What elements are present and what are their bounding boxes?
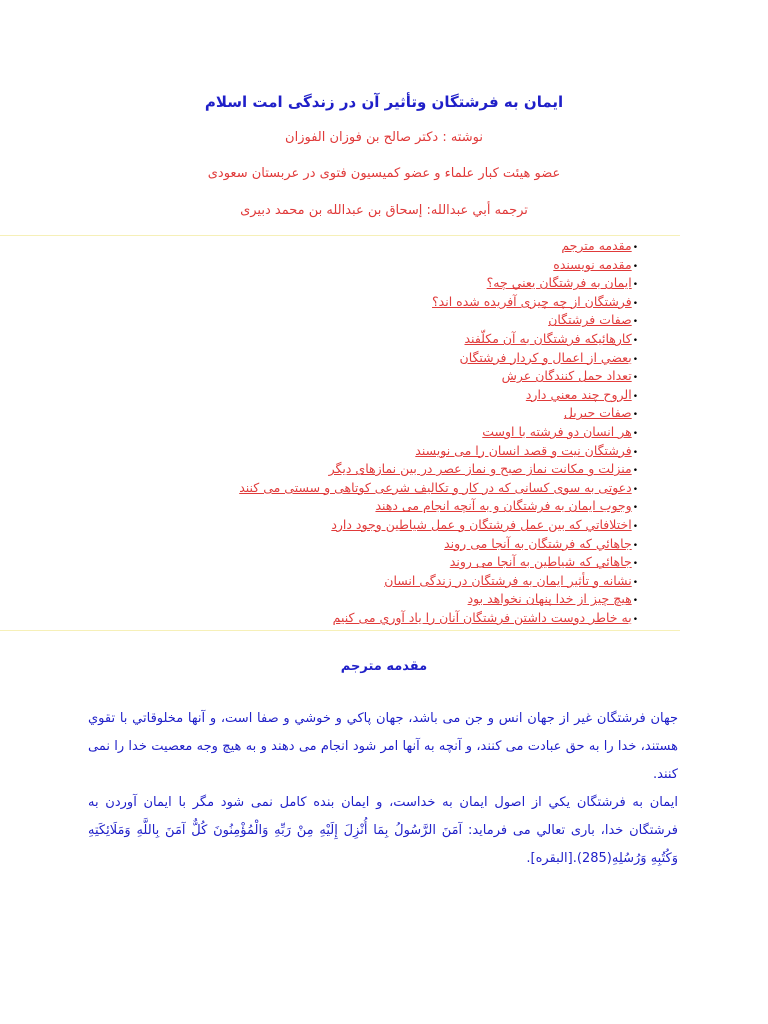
toc-link-translator-intro[interactable]: مقدمه مترجم bbox=[561, 238, 632, 253]
bullet-icon: • bbox=[632, 428, 638, 439]
toc-item bbox=[78, 590, 638, 609]
bullet-icon: • bbox=[632, 614, 638, 625]
bullet-icon: • bbox=[632, 298, 638, 309]
bullet-icon: • bbox=[632, 596, 638, 607]
bullet-icon: • bbox=[632, 559, 638, 570]
author-position-line: عضو هيئت كبار علماء و عضو كميسيون فتوی در عربستان سعودی bbox=[207, 166, 561, 181]
toc-link-differences[interactable]: اختلافاتي كه بين عمل فرشتگان و عمل شياطين وجود دارد bbox=[331, 516, 632, 532]
toc-link-effects[interactable]: نشانه و تأثير ايمان به فرشتگان در زندگی انسان bbox=[384, 572, 632, 588]
toc-item bbox=[78, 423, 638, 442]
bullet-icon: • bbox=[632, 466, 638, 477]
toc-link-duties[interactable]: كارهائيكه فرشتگان به آن مكلّفند bbox=[464, 330, 632, 346]
toc-item bbox=[78, 330, 638, 349]
toc-link-angel-places[interactable]: جاهائي كه فرشتگان به آنجا می روند bbox=[444, 535, 632, 551]
body-paragraph: ايمان به فرشتگان يكي از اصول ايمان به خداست، و ايمان بنده كامل نمی شود مگر با ايمان آوردن به فرشتگان خدا، باری تعالي می فرمايد: آمَنَ الرَّسُولُ بِمَا أُنْزِلَ إِلَيْهِ مِنْ رَبِّهِ وَالْمُؤْمِنُونَ كُلٌّ آمَنَ بِاللَّهِ وَمَلَائِكَتِهِ وَكُتُبِهِ وَرُسُلِهِ(285).[البقره]. bbox=[88, 795, 678, 866]
toc-link-remembrance[interactable]: به خاطر دوست داشتن فرشتگان آنان را ياد آوري می كنيم bbox=[332, 609, 632, 625]
page-title: ايمان به فرشتگان وتأثير آن در زندگی امت اسلام bbox=[204, 93, 564, 111]
bullet-icon: • bbox=[632, 335, 638, 346]
toc-link-author-intro[interactable]: مقدمه نويسنده bbox=[553, 256, 632, 272]
toc-link-al-ruh[interactable]: الروح چند معني دارد bbox=[525, 386, 632, 402]
toc-link-two-angels[interactable]: هر انسان دو فرشته با اوست bbox=[482, 423, 632, 439]
translator-line: ترجمه‌ أبي عبدالله: إسحاق بن عبدالله بن محمد دبيری bbox=[240, 203, 528, 218]
toc-item bbox=[78, 553, 638, 572]
toc-link-creation[interactable]: فرشتگان از چه چيزی آفريده شده اند؟ bbox=[432, 293, 632, 309]
toc-item bbox=[78, 442, 638, 461]
toc-item bbox=[78, 349, 638, 368]
bullet-icon: • bbox=[632, 391, 638, 402]
toc-item bbox=[78, 572, 638, 591]
toc-item bbox=[78, 535, 638, 554]
bullet-icon: • bbox=[632, 503, 638, 514]
bullet-icon: • bbox=[632, 410, 638, 421]
bullet-icon: • bbox=[632, 540, 638, 551]
toc-item bbox=[78, 479, 638, 498]
bullet-icon: • bbox=[632, 484, 638, 495]
toc-item bbox=[78, 237, 638, 256]
toc-link-jibril[interactable]: صفات جبريل bbox=[563, 405, 632, 421]
toc-item bbox=[78, 367, 638, 386]
toc-item bbox=[78, 293, 638, 312]
bullet-icon: • bbox=[632, 373, 638, 384]
bullet-icon: • bbox=[632, 280, 638, 291]
toc-link-attributes[interactable]: صفات فرشتگان bbox=[548, 312, 632, 328]
bullet-icon: • bbox=[632, 354, 638, 365]
toc-link-throne-bearers[interactable]: تعداد حمل كنندگان عرش bbox=[501, 368, 632, 384]
toc-item bbox=[78, 609, 638, 628]
toc-link-devil-places[interactable]: جاهائي كه شياطين به آنجا می روند bbox=[449, 554, 632, 570]
bullet-icon: • bbox=[632, 577, 638, 588]
toc-item bbox=[78, 256, 638, 275]
bullet-icon: • bbox=[632, 447, 638, 458]
table-of-contents bbox=[78, 237, 638, 627]
toc-link-intentions[interactable]: فرشتگان نيت و قصد انسان را می نويسند bbox=[415, 442, 632, 458]
toc-item bbox=[78, 386, 638, 405]
bullet-icon: • bbox=[632, 261, 638, 272]
bullet-icon: • bbox=[632, 317, 638, 328]
toc-item bbox=[78, 497, 638, 516]
toc-link-obligation[interactable]: وجوب ايمان به فرشتگان و به آنچه انجام می دهند bbox=[375, 498, 632, 514]
toc-link-invitation[interactable]: دعوتی به سوی كسانی كه در كار و تكاليف شرعی كوتاهی و سستی می كنند bbox=[239, 479, 632, 495]
toc-link-deeds[interactable]: بعضي از اعمال و كردار فرشتگان bbox=[459, 349, 632, 365]
bullet-icon: • bbox=[632, 243, 638, 253]
toc-item bbox=[78, 460, 638, 479]
toc-link-meaning-of-faith[interactable]: ايمان به فرشتگان يعني چه؟ bbox=[486, 275, 632, 291]
author-line: نوشته‌ : دكتر صالح بن فوزان الفوزان bbox=[285, 130, 483, 145]
toc-item bbox=[78, 311, 638, 330]
toc-item bbox=[78, 274, 638, 293]
toc-link-fajr-asr[interactable]: منزلت و مكانت نماز صبح و نماز عصر در بين نمازهای ديگر bbox=[328, 461, 632, 477]
toc-item bbox=[78, 404, 638, 423]
section-heading: مقدمه مترجم bbox=[340, 659, 428, 674]
bullet-icon: • bbox=[632, 521, 638, 532]
body-paragraph: جهان فرشتگان غير از جهان انس و جن می باشد، جهان پاكي و خوشي و صفا است، و آنها مخلوقاتي با تقوي هستند، خدا را به حق عبادت می كنند، و آنچه به آنها امر شود انجام می دهند و به هيچ وجه معصيت خدا را نمی كنند. bbox=[88, 711, 678, 782]
toc-item bbox=[78, 516, 638, 535]
toc-top-divider bbox=[0, 235, 680, 236]
toc-link-nothing-hidden[interactable]: هيچ چيز از خدا پنهان نخواهد بود bbox=[467, 591, 632, 607]
toc-bottom-divider bbox=[0, 630, 680, 631]
